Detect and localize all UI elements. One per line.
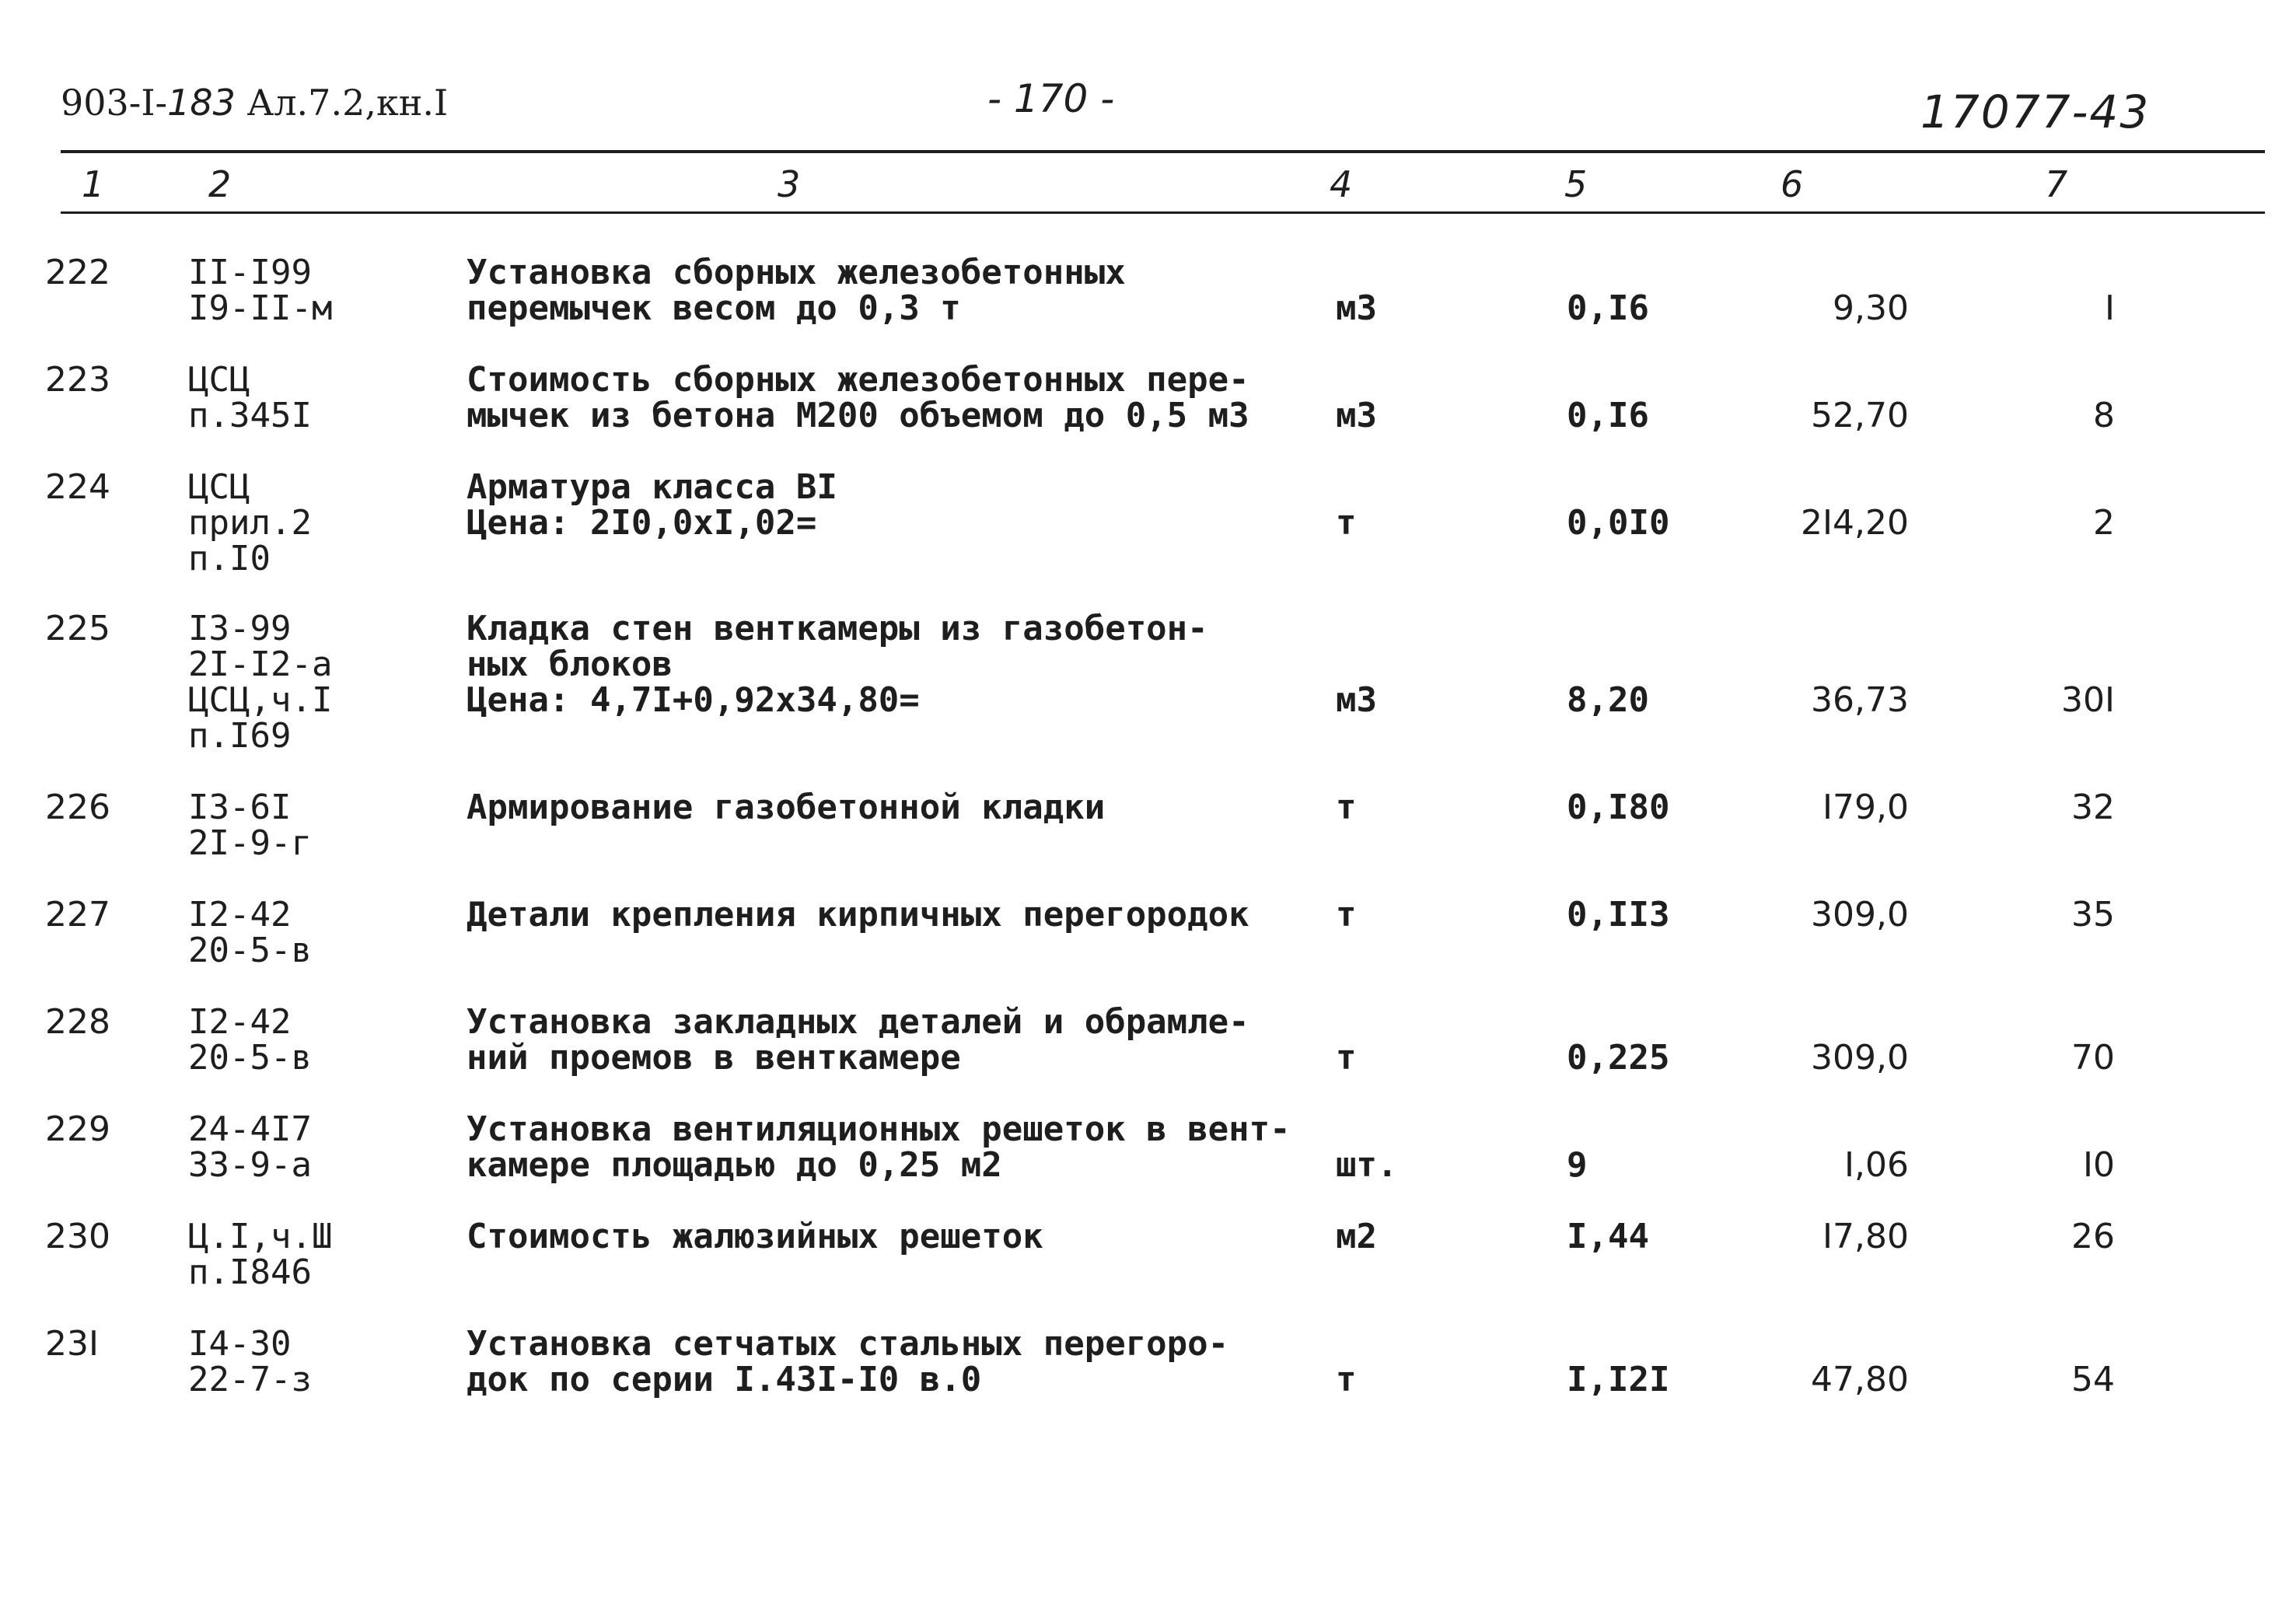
row-unit: м3 <box>1336 396 1377 435</box>
row-unit-price: 2I4,20 <box>1801 503 1909 543</box>
row-quantity: 0,I6 <box>1567 288 1649 328</box>
row-reference: Ц.I,ч.Ш п.I846 <box>188 1217 333 1292</box>
row-total: 30I <box>2061 680 2115 720</box>
row-unit-price: 9,30 <box>1833 288 1909 328</box>
doc-code-suffix: Ал.7.2,кн.I <box>235 82 449 124</box>
row-number: 230 <box>45 1217 110 1256</box>
row-quantity: 0,I80 <box>1567 788 1670 827</box>
row-number: 23I <box>45 1324 99 1364</box>
row-reference: II-I99 I9-II-м <box>188 253 333 328</box>
column-header-1: 1 <box>82 163 105 205</box>
doc-code-prefix: 903-I- <box>61 82 168 124</box>
row-total: I <box>2105 288 2115 328</box>
column-header-2: 2 <box>208 163 232 205</box>
row-quantity: 8,20 <box>1567 680 1649 720</box>
row-unit: м3 <box>1336 288 1377 328</box>
column-header-7: 7 <box>2045 163 2068 205</box>
row-work-name: Армирование газобетонной кладки <box>467 788 1106 827</box>
row-reference: I3-6I 2I-9-г <box>188 788 312 863</box>
row-unit-price: 52,70 <box>1811 396 1909 435</box>
row-work-name: Установка сборных железобетонных перемычек весом до 0,3 т <box>467 253 1126 328</box>
row-total: I0 <box>2083 1145 2115 1185</box>
row-unit: т <box>1336 1038 1357 1078</box>
row-quantity: 0,II3 <box>1567 895 1670 935</box>
row-unit: т <box>1336 1360 1357 1399</box>
row-unit-price: 36,73 <box>1811 680 1909 720</box>
row-reference: 24-4I7 33-9-а <box>188 1109 312 1185</box>
row-reference: I3-99 2I-I2-а ЦСЦ,ч.I п.I69 <box>188 609 333 756</box>
row-unit: м2 <box>1336 1217 1377 1256</box>
row-total: 8 <box>2093 396 2115 435</box>
registration-number: 17077-43 <box>1920 86 2151 138</box>
row-reference: I2-42 20-5-в <box>188 1002 312 1078</box>
row-quantity: 0,225 <box>1567 1038 1670 1078</box>
row-total: 35 <box>2071 895 2115 935</box>
row-number: 227 <box>45 895 110 935</box>
header-rule-bottom <box>61 211 2265 214</box>
row-number: 225 <box>45 609 110 648</box>
row-work-name: Установка закладных деталей и обрамле- ний проемов в венткамере <box>467 1002 1249 1078</box>
column-header-5: 5 <box>1564 163 1588 205</box>
column-header-3: 3 <box>778 163 801 205</box>
row-work-name: Установка сетчатых стальных перегоро- док по серии I.43I-I0 в.0 <box>467 1324 1229 1399</box>
row-unit: т <box>1336 895 1357 935</box>
row-work-name: Стоимость жалюзийных решеток <box>467 1217 1043 1256</box>
row-unit-price: 47,80 <box>1811 1360 1909 1399</box>
row-quantity: I,44 <box>1567 1217 1649 1256</box>
row-number: 224 <box>45 467 110 507</box>
row-unit: шт. <box>1336 1145 1398 1185</box>
row-reference: I2-42 20-5-в <box>188 895 312 970</box>
row-number: 229 <box>45 1109 110 1149</box>
row-unit-price: I7,80 <box>1822 1217 1909 1256</box>
row-total: 26 <box>2071 1217 2115 1256</box>
row-total: 2 <box>2093 503 2115 543</box>
row-total: 70 <box>2071 1038 2115 1078</box>
row-number: 223 <box>45 360 110 400</box>
row-total: 54 <box>2071 1360 2115 1399</box>
column-header-6: 6 <box>1781 163 1804 205</box>
column-header-4: 4 <box>1330 163 1353 205</box>
row-unit: м3 <box>1336 680 1377 720</box>
row-quantity: 9 <box>1567 1145 1588 1185</box>
row-work-name: Детали крепления кирпичных перегородок <box>467 895 1249 935</box>
row-unit-price: 309,0 <box>1811 895 1909 935</box>
row-number: 222 <box>45 253 110 292</box>
row-work-name: Стоимость сборных железобетонных пере- мычек из бетона М200 объемом до 0,5 м3 <box>467 360 1249 435</box>
page-number: - 170 - <box>987 76 1115 121</box>
row-unit: т <box>1336 788 1357 827</box>
row-unit: т <box>1336 503 1357 543</box>
row-reference: ЦСЦ прил.2 п.I0 <box>188 467 312 578</box>
row-reference: I4-30 22-7-з <box>188 1324 312 1399</box>
doc-code-handwritten: 183 <box>167 82 236 124</box>
row-quantity: 0,0I0 <box>1567 503 1670 543</box>
row-unit-price: I79,0 <box>1822 788 1909 827</box>
row-unit-price: 309,0 <box>1811 1038 1909 1078</box>
row-reference: ЦСЦ п.345I <box>188 360 312 435</box>
row-quantity: I,I2I <box>1567 1360 1670 1399</box>
row-work-name: Установка вентиляционных решеток в вент- камере площадью до 0,25 м2 <box>467 1109 1291 1185</box>
row-work-name: Арматура класса BI Цена: 2I0,0xI,02= <box>467 467 837 543</box>
row-number: 226 <box>45 788 110 827</box>
document-code <box>61 82 448 124</box>
row-number: 228 <box>45 1002 110 1042</box>
row-work-name: Кладка стен венткамеры из газобетон- ных блоков Цена: 4,7I+0,92x34,80= <box>467 609 1208 720</box>
row-total: 32 <box>2071 788 2115 827</box>
row-unit-price: I,06 <box>1844 1145 1909 1185</box>
header-rule-top <box>61 150 2265 153</box>
row-quantity: 0,I6 <box>1567 396 1649 435</box>
